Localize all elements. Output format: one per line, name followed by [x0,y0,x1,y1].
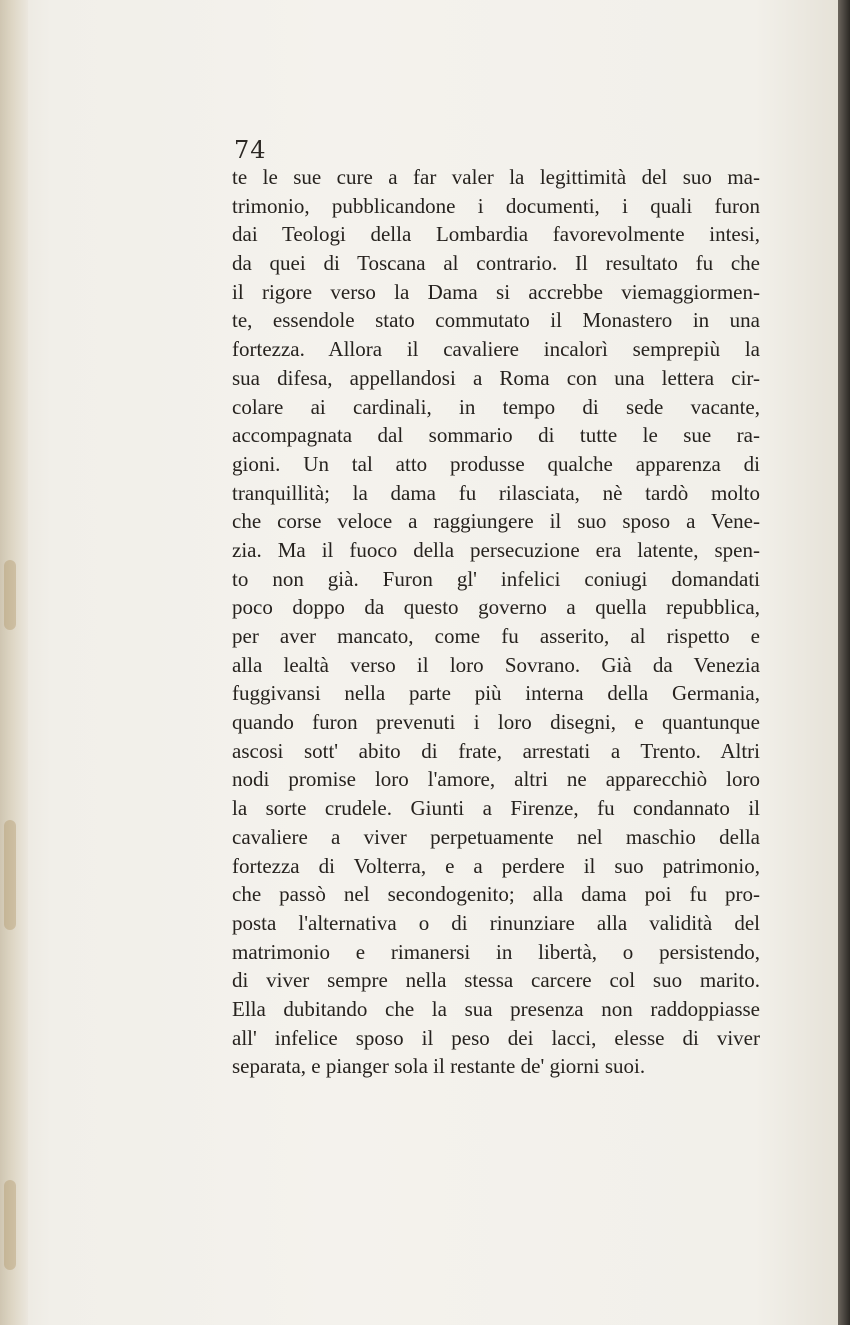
text-line: ascosi sott' abito di frate, arrestati a Trento. Altri [232,738,760,763]
age-stain [4,1180,16,1270]
text-line: di viver sempre nella stessa carcere col suo marito. [232,968,760,993]
age-stain [4,820,16,930]
text-line: che passò nel secondogenito; alla dama poi fu pro- [232,882,760,907]
text-line: colare ai cardinali, in tempo di sede vacante, [232,394,760,419]
text-line: la sorte crudele. Giunti a Firenze, fu condannato il [232,796,760,821]
text-line: matrimonio e rimanersi in libertà, o persistendo, [232,939,760,964]
text-line: nodi promise loro l'amore, altri ne apparecchiò loro [232,767,760,792]
text-line: alla lealtà verso il loro Sovrano. Già da Venezia [232,652,760,677]
text-line: trimonio, pubblicandone i documenti, i quali furon [232,193,760,218]
text-line: posta l'alternativa o di rinunziare alla validità del [232,910,760,935]
text-line: all' infelice sposo il peso dei lacci, elesse di viver [232,1025,760,1050]
text-line: fuggivansi nella parte più interna della Germania, [232,681,760,706]
body-text [232,163,760,1081]
text-line: te le sue cure a far valer la legittimità del suo ma- [232,165,760,189]
text-line: tranquillità; la dama fu rilasciata, nè tardò molto [232,480,760,505]
text-line: to non già. Furon gl' infelici coniugi domandati [232,566,760,591]
text-line: cavaliere a viver perpetuamente nel maschio della [232,824,760,849]
text-line: da quei di Toscana al contrario. Il resultato fu che [232,251,760,276]
text-line: Ella dubitando che la sua presenza non raddoppiasse [232,996,760,1021]
text-line: separata, e pianger sola il restante de' giorni suoi. [232,1054,646,1079]
age-stain [4,560,16,630]
page-number: 74 [234,136,267,164]
text-line: te, essendole stato commutato il Monastero in una [232,308,760,333]
text-line: per aver mancato, come fu asserito, al rispetto e [232,624,760,648]
text-line: gioni. Un tal atto produsse qualche apparenza di [232,451,760,476]
text-line: poco doppo da questo governo a quella repubblica, [232,595,760,620]
text-line: che corse veloce a raggiungere il suo sposo a Vene- [232,509,760,534]
page-left-edge [0,0,28,1325]
text-line: dai Teologi della Lombardia favorevolmente intesi, [232,222,760,247]
text-line: il rigore verso la Dama si accrebbe viemaggiormen- [232,279,760,304]
text-line: sua difesa, appellandosi a Roma con una lettera cir- [232,365,760,390]
text-line: fortezza. Allora il cavaliere incalorì semprepiù la [232,337,760,362]
text-line: zia. Ma il fuoco della persecuzione era latente, spen- [232,537,760,562]
text-line: accompagnata dal sommario di tutte le sue ra- [232,423,760,448]
text-line: fortezza di Volterra, e a perdere il suo patrimonio, [232,853,760,878]
page-gutter-shadow [838,0,850,1325]
text-line: quando furon prevenuti i loro disegni, e quantunque [232,710,760,735]
